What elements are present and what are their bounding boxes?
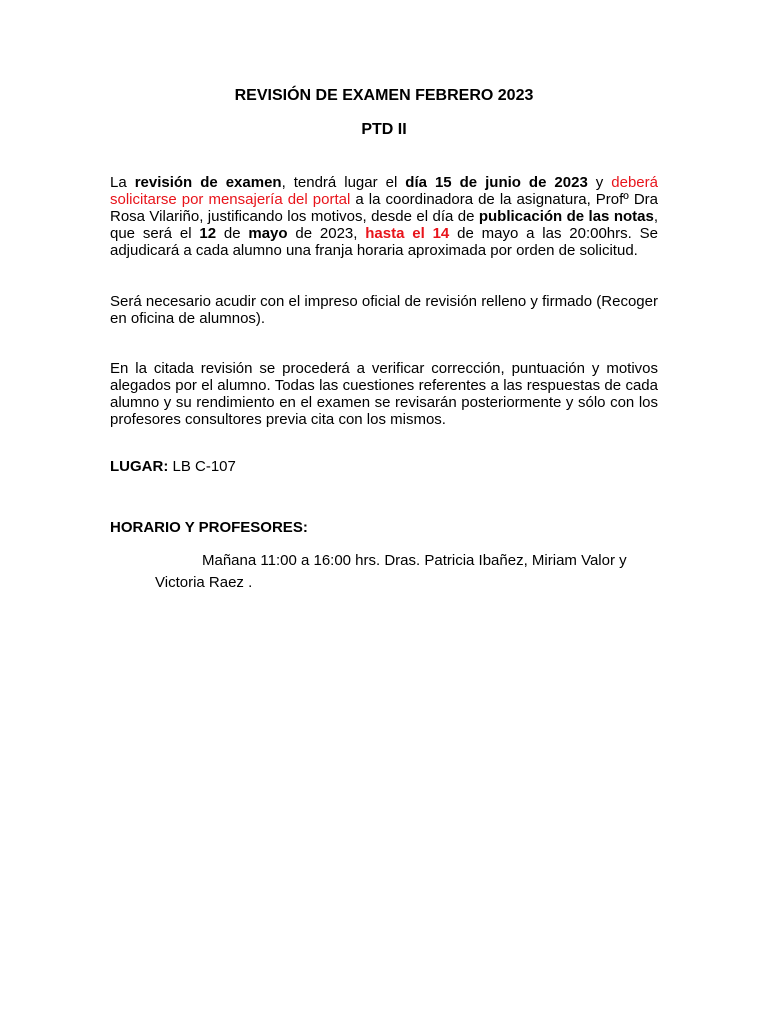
schedule-line-2: Victoria Raez .	[155, 574, 253, 591]
para1-text-2: , tendrá lugar el	[281, 174, 406, 191]
publication-month: mayo	[248, 225, 288, 242]
review-date-paragraph	[110, 174, 658, 259]
location-label: LUGAR:	[110, 458, 169, 475]
document-subtitle: PTD II	[361, 121, 407, 138]
para1-text-3: y	[587, 174, 612, 191]
publication-day: 12	[199, 225, 217, 242]
schedule-heading: HORARIO Y PROFESORES:	[110, 519, 308, 536]
grades-publication-term: publicación de las notas	[478, 208, 654, 225]
exam-review-term: revisión de examen	[134, 174, 282, 191]
document-title: REVISIÓN DE EXAMEN FEBRERO 2023	[234, 87, 534, 104]
location-line	[110, 458, 236, 475]
schedule-line-1: Mañana 11:00 a 16:00 hrs. Dras. Patricia Ibañez, Miriam Valor y	[202, 552, 627, 569]
review-scope-paragraph: En la citada revisión se procederá a verificar corrección, puntuación y motivos alegados por el alumno. Todas las cuestiones referentes a las respuestas de cada alumno y su rendimiento en el examen se revisarán posteriormente y sólo con los profesores consultores previa cita con los mismos.	[110, 360, 658, 428]
review-date: día 15 de junio de 2023	[405, 174, 588, 191]
para1-text-1: La	[110, 174, 135, 191]
para1-text-6: de	[216, 225, 249, 242]
para1-text-4: a la coordinadora de la asignatura, Profº Dra Rosa Vilariño, justificando los motivos, desde el día de	[110, 191, 659, 225]
required-form-paragraph: Será necesario acudir con el impreso oficial de revisión relleno y firmado (Recoger en oficina de alumnos).	[110, 293, 658, 327]
para1-text-7: de 2023,	[287, 225, 366, 242]
location-value: LB C-107	[168, 458, 236, 475]
request-method-highlight: deberá solicitarse por mensajería del portal	[110, 174, 658, 208]
para1-text-8: de mayo a las 20:00hrs. Se adjudicará a cada alumno una franja horaria aproximada por orden de solicitud.	[110, 225, 658, 259]
para1-text-5: , que será el	[110, 208, 658, 242]
deadline-highlight: hasta el 14	[365, 225, 450, 242]
